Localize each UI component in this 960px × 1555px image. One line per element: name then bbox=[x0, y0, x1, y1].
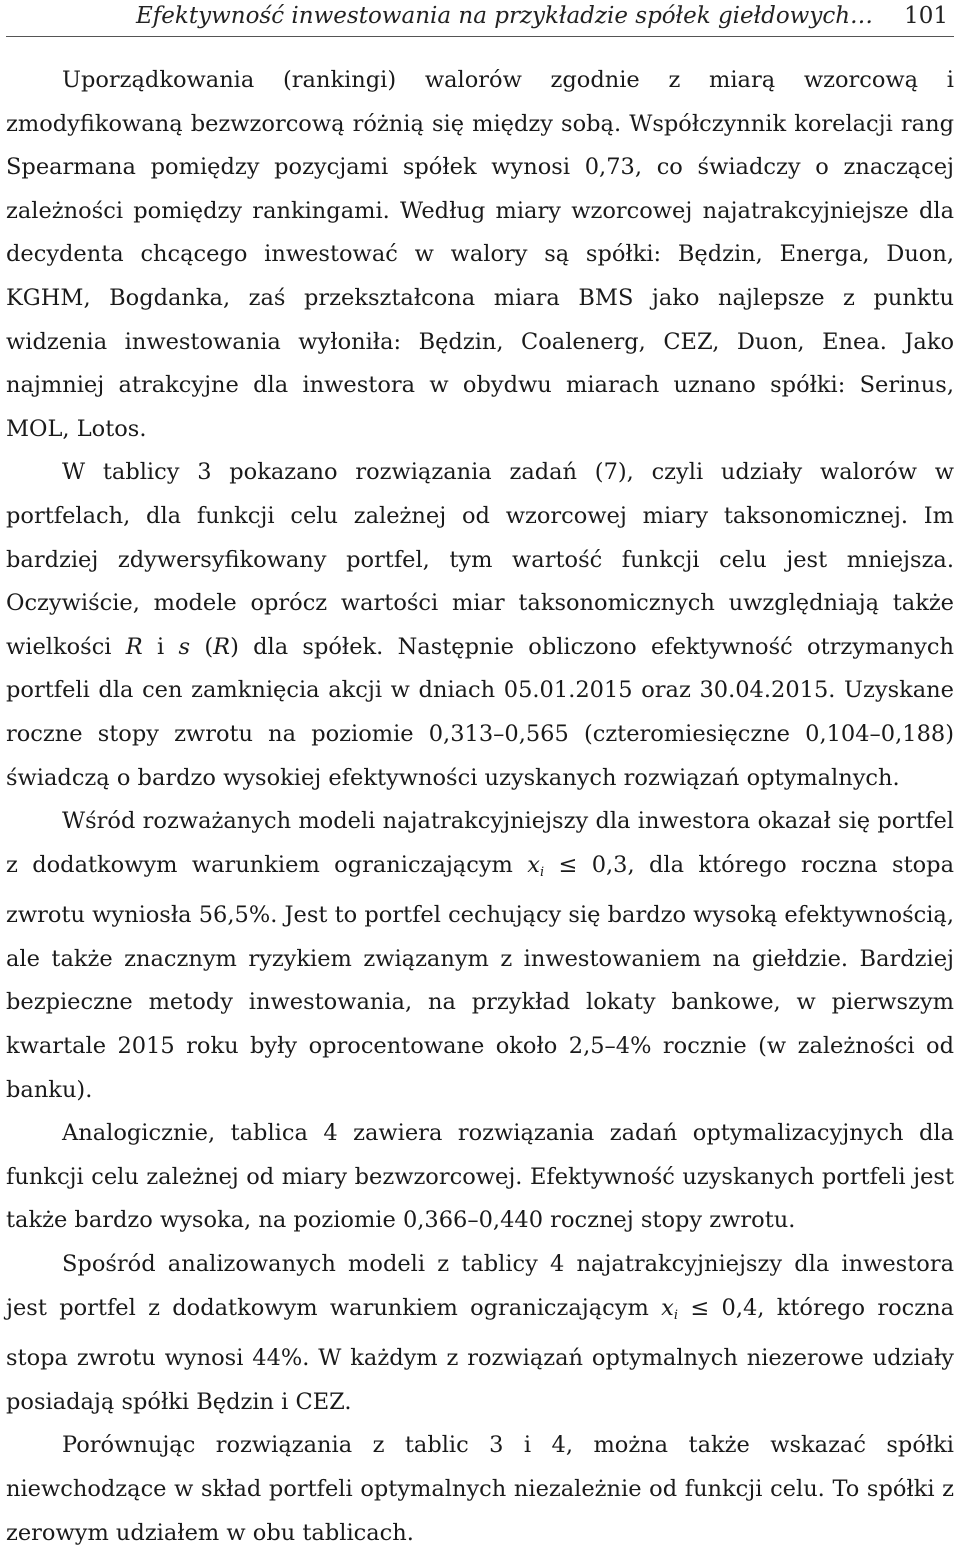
math-R: R bbox=[125, 633, 143, 660]
math-subscript-i: i bbox=[673, 1307, 679, 1323]
math-subscript-i: i bbox=[539, 864, 545, 880]
text-run: i bbox=[142, 633, 179, 660]
text-run: Spośród analizowanych modeli z tablicy 4 najatrakcyjniejszy dla inwestora jest portfel z dodatkowym warunkiem ograniczającym bbox=[6, 1251, 954, 1321]
text-run: ≤ 0,4, którego roczna stopa zwrotu wynosi 44%. W każdym z rozwiązań optymalnych niezerowe udziały posiadają spółki Będzin i CEZ. bbox=[6, 1294, 954, 1415]
paragraph-best-portfolio-table4 bbox=[6, 1243, 954, 1424]
text-run: W tablicy 3 pokazano rozwiązania zadań (7), czyli udziały walorów w portfelach, dla funkcji celu zależnej od wzorcowej miary taksonomicznej. Im bardziej zdywersyfikowany portfel, tym wartość funkcji celu jest mniejsza. Oczywiście, modele oprócz wartości miar taksonomicznych uwzględniają także wielkości bbox=[6, 459, 954, 660]
text-run: Wśród rozważanych modeli najatrakcyjniejszy dla inwestora okazał się portfel z dodatkowym warunkiem ograniczającym bbox=[6, 808, 954, 878]
text-run: ≤ 0,3, dla którego roczna stopa zwrotu wyniosła 56,5%. Jest to portfel cechujący się bardzo wysoką efektywnością, ale także znacznym ryzykiem związanym z inwestowaniem na giełdzie. Bardziej bezpieczne metody inwestowania, na przykład lokaty bankowe, w pierwszym kwartale 2015 roku były oprocentowane około 2,5–4% rocznie (w zależności od banku). bbox=[6, 851, 954, 1103]
paragraph-table3 bbox=[6, 451, 954, 800]
math-s: s bbox=[178, 633, 191, 660]
paragraph-comparison: Porównując rozwiązania z tablic 3 i 4, można także wskazać spółki niewchodzące w skład portfeli optymalnych niezależnie od funkcji celu. To spółki z zerowym udziałem w obu tablicach. bbox=[6, 1432, 954, 1546]
running-title: Efektywność inwestowania na przykładzie spółek giełdowych… bbox=[136, 3, 874, 29]
paragraph-rankings: Uporządkowania (rankingi) walorów zgodnie z miarą wzorcową i zmodyfikowaną bezwzorcową różnią się między sobą. Współczynnik korelacji rang Spearmana pomiędzy pozycjami spółek wynosi 0,73, co świadczy o znaczącej zależności pomiędzy rankingami. Według miary wzorcowej najatrakcyjniejsze dla decydenta chcącego inwestować w walory są spółki: Będzin, Energa, Duon, KGHM, Bogdanka, zaś przekształcona miara BMS jako najlepsze z punktu widzenia inwestowania wyłoniła: Będzin, Coalenerg, CEZ, Duon, Enea. Jako najmniej atrakcyjne dla inwestora w obydwu miarach uznano spółki: Serinus, MOL, Lotos. bbox=[6, 67, 954, 442]
text-run: ( bbox=[190, 633, 214, 660]
text-run: ) dla spółek. Następnie obliczono efektywność otrzymanych portfeli dla cen zamknięcia akcji w dniach 05.01.2015 oraz 30.04.2015. Uzyskane roczne stopy zwrotu na poziomie 0,313–0,565 (czteromiesięczne 0,104–0,188) świadczą o bardzo wysokiej efektywności uzyskanych rozwiązań optymalnych. bbox=[6, 633, 954, 791]
math-x: x bbox=[661, 1294, 674, 1321]
running-header bbox=[6, 0, 954, 37]
math-x: x bbox=[527, 851, 540, 878]
paragraph-best-portfolio-table3 bbox=[6, 800, 954, 1112]
paragraph-table4: Analogicznie, tablica 4 zawiera rozwiązania zadań optymalizacyjnych dla funkcji celu zależnej od miary bezwzorcowej. Efektywność uzyskanych portfeli jest także bardzo wysoka, na poziomie 0,366–0,440 rocznej stopy zwrotu. bbox=[6, 1120, 954, 1234]
page-number: 101 bbox=[904, 3, 948, 29]
math-R: R bbox=[213, 633, 231, 660]
